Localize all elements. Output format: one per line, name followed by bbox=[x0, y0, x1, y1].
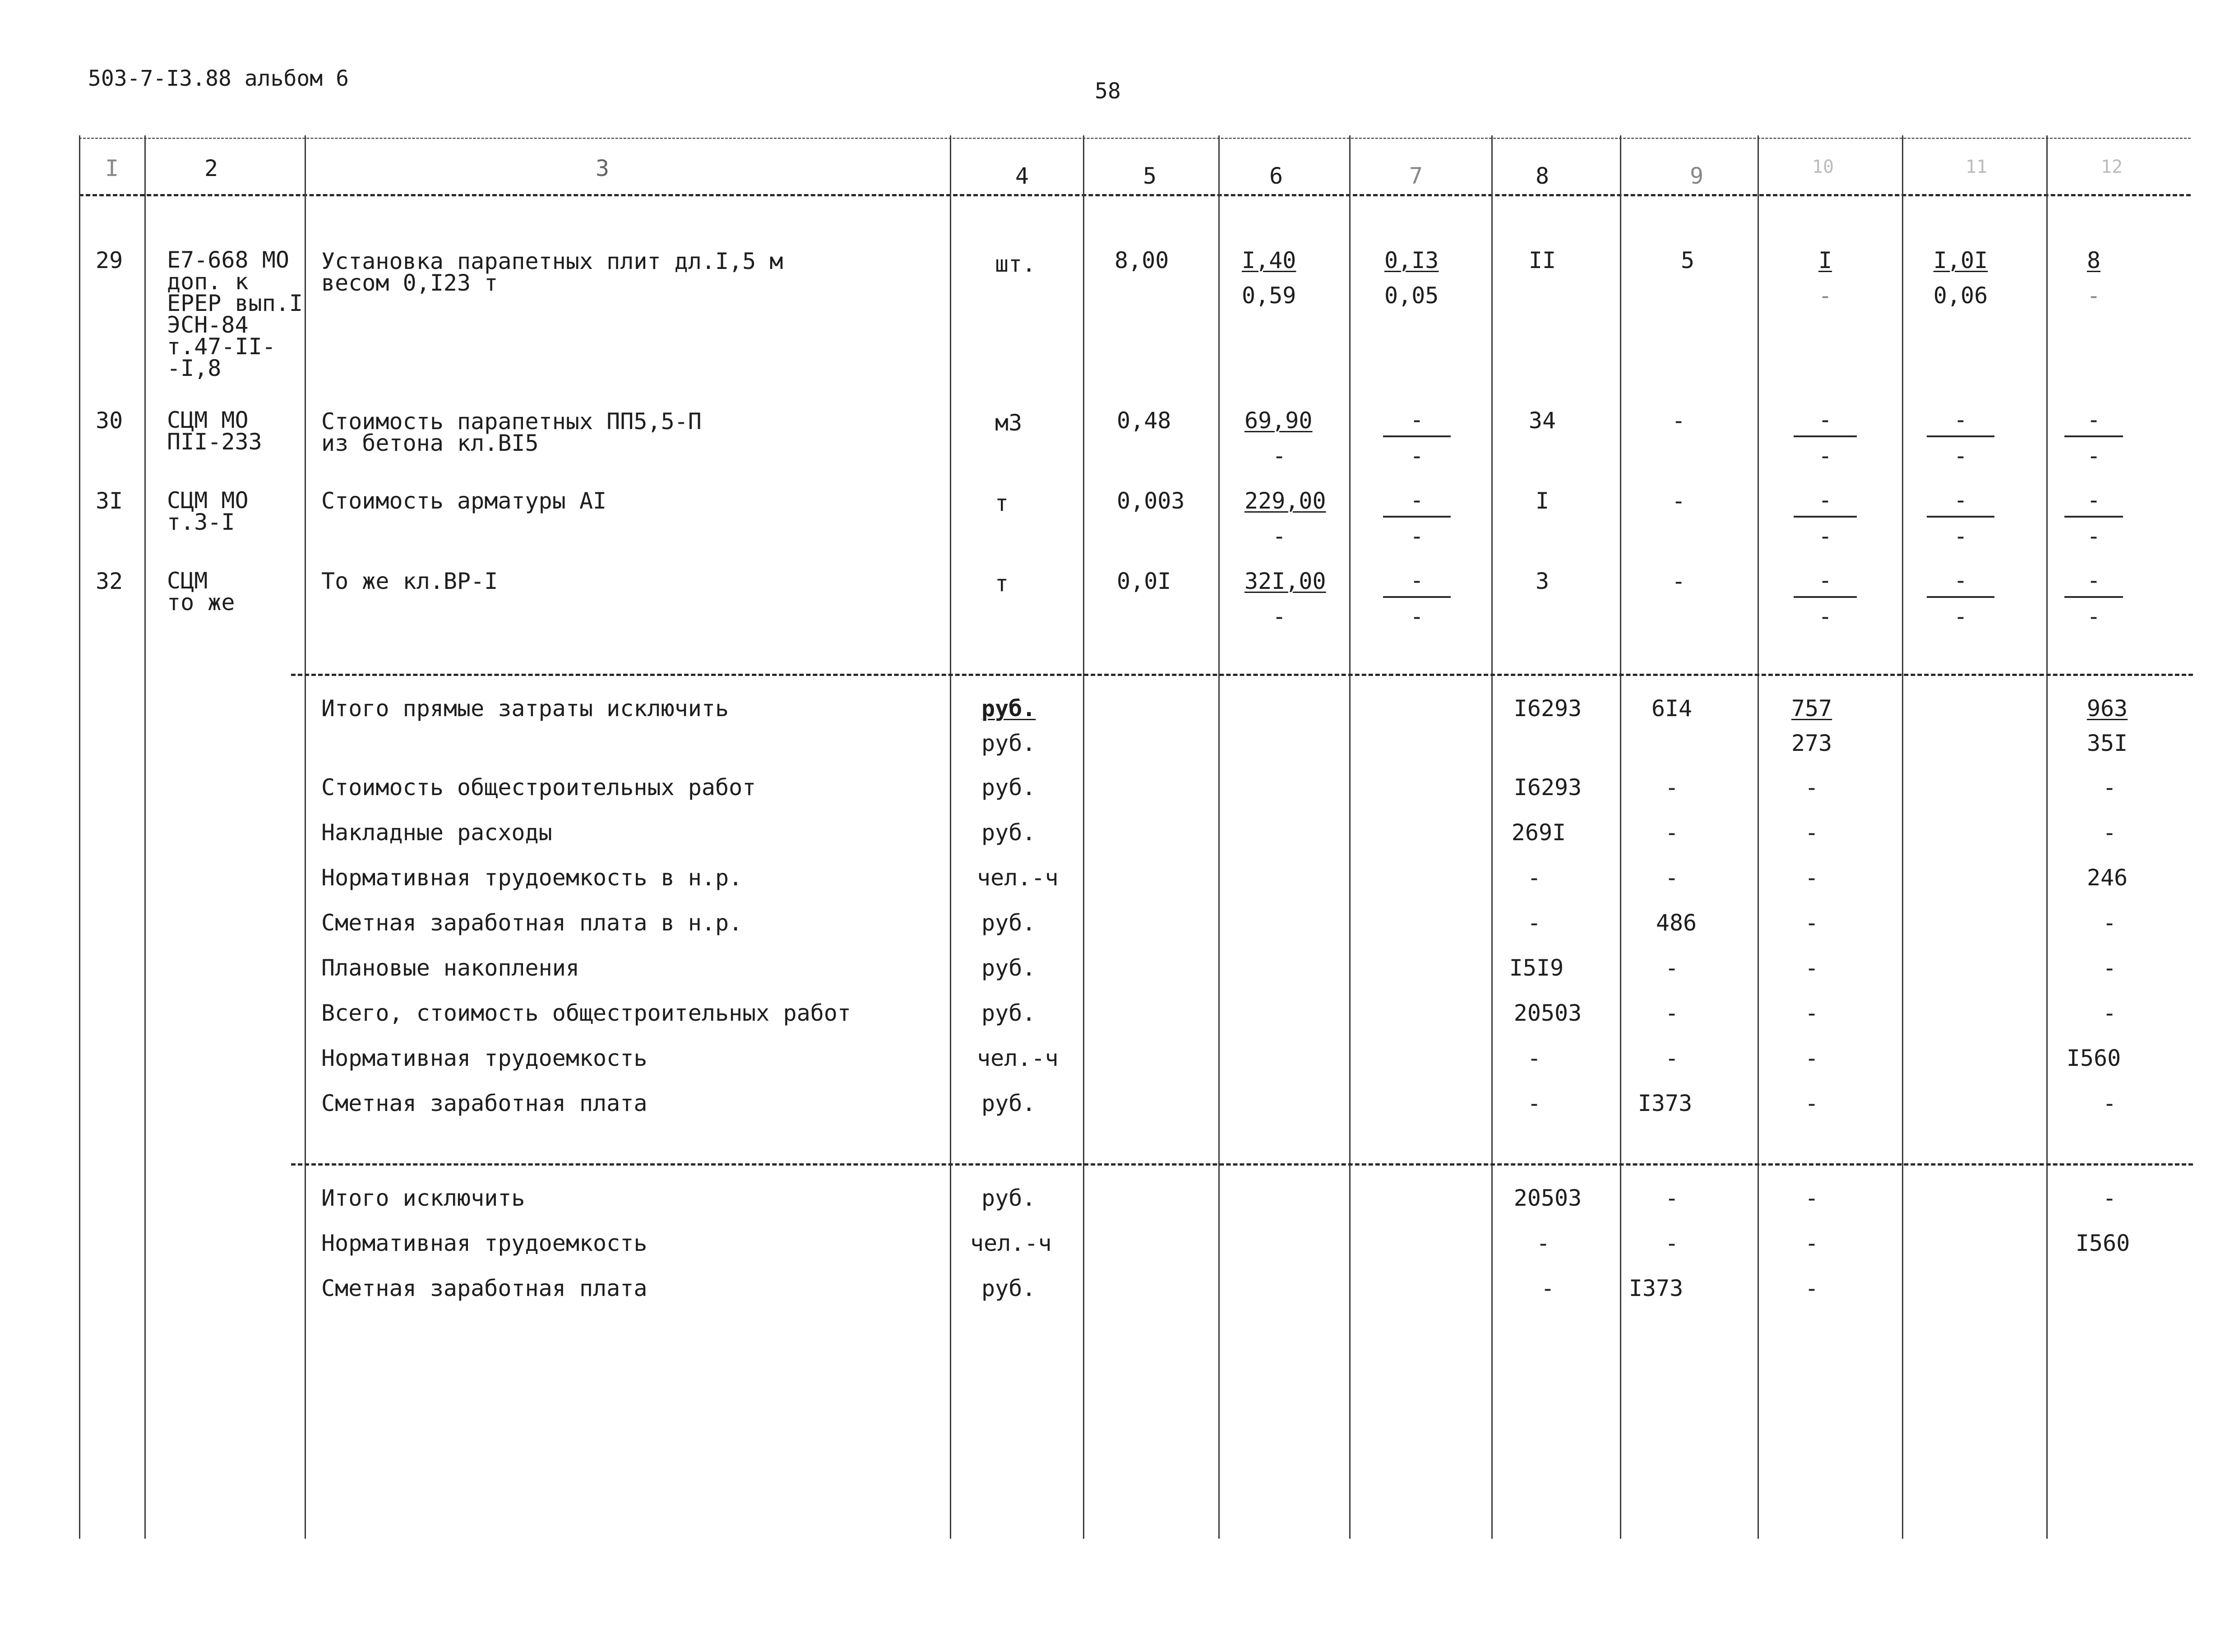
col-border bbox=[144, 135, 146, 1539]
summary-c10: - bbox=[1804, 955, 1819, 981]
summary-label: Нормативная трудоемкость bbox=[321, 1230, 648, 1256]
col12-value: 8 bbox=[2086, 247, 2101, 273]
summary-label: Нормативная трудоемкость bbox=[321, 1045, 648, 1071]
column-header: 2 bbox=[204, 155, 218, 181]
summary-c10: 273 bbox=[1791, 730, 1832, 756]
summary-c12: 246 bbox=[2086, 865, 2128, 891]
machine-wages: - bbox=[1410, 523, 1424, 549]
summary-c12: I560 bbox=[2075, 1230, 2130, 1256]
col11-value: - bbox=[1953, 567, 1968, 593]
summary-c10: - bbox=[1804, 1045, 1819, 1071]
col11-value: - bbox=[1953, 443, 1968, 469]
summary-c12: - bbox=[2102, 1185, 2117, 1211]
unit-cost: 69,90 bbox=[1244, 407, 1313, 434]
summary-c12: I560 bbox=[2066, 1045, 2121, 1071]
summary-c8: 20503 bbox=[1513, 1000, 1582, 1026]
summary-unit: руб. bbox=[981, 819, 1036, 846]
machine-cost: - bbox=[1410, 407, 1424, 433]
fraction-bar bbox=[1383, 435, 1451, 437]
quantity: 0,48 bbox=[1117, 407, 1171, 434]
machine-wages: 0,05 bbox=[1384, 282, 1439, 309]
col11-value: - bbox=[1953, 487, 1968, 513]
unit-cost: 229,00 bbox=[1244, 488, 1326, 514]
fraction-bar bbox=[1927, 516, 1994, 518]
col11-value: 0,06 bbox=[1933, 282, 1988, 309]
column-header: 7 bbox=[1409, 163, 1423, 189]
col11-value: - bbox=[1953, 407, 1968, 433]
summary-c8: - bbox=[1536, 1230, 1550, 1256]
summary-c10: 757 bbox=[1791, 695, 1832, 722]
quantity: 0,0I bbox=[1117, 568, 1171, 594]
fraction-bar bbox=[1794, 516, 1857, 518]
summary-label: Итого исключить bbox=[321, 1185, 525, 1211]
summary-c8: - bbox=[1527, 1045, 1541, 1071]
fraction-bar bbox=[2064, 516, 2123, 518]
row-number: 30 bbox=[96, 407, 123, 434]
summary-c12: 35I bbox=[2086, 730, 2128, 756]
col12-value: - bbox=[2086, 487, 2101, 513]
summary-label: Плановые накопления bbox=[321, 955, 579, 981]
total-cost: 3 bbox=[1535, 568, 1550, 594]
col10-value: - bbox=[1818, 603, 1832, 629]
column-header: 10 bbox=[1812, 157, 1834, 177]
summary-c9: - bbox=[1665, 1000, 1679, 1026]
unit: шт. bbox=[995, 251, 1036, 277]
summary-c9: I373 bbox=[1638, 1090, 1693, 1116]
row-number: 32 bbox=[96, 568, 123, 594]
total-wages: - bbox=[1671, 488, 1686, 514]
norm-code: Е7-668 МО доп. к ЕРЕР вып.I ЭСН-84 т.47-II- -I,8 bbox=[167, 247, 303, 381]
summary-c12: - bbox=[2102, 955, 2117, 981]
machine-wages: - bbox=[1410, 603, 1424, 629]
summary-c8: 269I bbox=[1511, 819, 1566, 846]
summary-unit: руб. bbox=[981, 730, 1036, 756]
unit-cost: 32I,00 bbox=[1244, 568, 1326, 594]
col10-value: I bbox=[1818, 247, 1832, 273]
section-separator bbox=[291, 674, 2193, 676]
col10-value: - bbox=[1818, 487, 1832, 513]
total-wages: - bbox=[1671, 568, 1686, 594]
col10-value: - bbox=[1818, 407, 1832, 433]
summary-label: Сметная заработная плата bbox=[321, 1090, 648, 1116]
summary-unit: руб. bbox=[981, 695, 1036, 722]
column-header: 5 bbox=[1143, 163, 1157, 189]
row-number: 3I bbox=[96, 488, 123, 514]
header-bottom-rule bbox=[79, 194, 2191, 196]
column-header: 4 bbox=[1015, 163, 1029, 189]
col12-value: - bbox=[2086, 603, 2101, 629]
col-border bbox=[79, 135, 80, 1539]
summary-label: Всего, стоимость общестроительных работ bbox=[321, 1000, 851, 1026]
unit-cost-wages: 0,59 bbox=[1242, 282, 1296, 309]
summary-c8: - bbox=[1527, 1090, 1541, 1116]
norm-code: СЦМ МО ПII-233 bbox=[167, 407, 262, 455]
total-wages: 5 bbox=[1680, 247, 1695, 273]
summary-c9: - bbox=[1665, 865, 1679, 891]
col-border bbox=[950, 135, 951, 1539]
summary-c12: - bbox=[2102, 1000, 2117, 1026]
fraction-bar bbox=[2064, 435, 2123, 437]
col11-value: - bbox=[1953, 603, 1968, 629]
total-cost: 34 bbox=[1528, 407, 1556, 434]
summary-label: Итого прямые затраты исключить bbox=[321, 695, 729, 722]
summary-unit: чел.-ч bbox=[970, 1230, 1052, 1256]
summary-c8: 20503 bbox=[1513, 1185, 1582, 1211]
summary-c9: - bbox=[1665, 1230, 1679, 1256]
summary-c8: I6293 bbox=[1513, 695, 1582, 722]
col10-value: - bbox=[1818, 443, 1832, 469]
unit-cost-wages: - bbox=[1272, 443, 1286, 469]
col11-value: - bbox=[1953, 523, 1968, 549]
fraction-bar bbox=[1927, 596, 1994, 598]
summary-c9: - bbox=[1665, 1185, 1679, 1211]
col-border bbox=[1349, 135, 1351, 1539]
column-header: 9 bbox=[1689, 163, 1704, 189]
column-header: I bbox=[105, 155, 119, 181]
machine-cost: - bbox=[1410, 487, 1424, 513]
row-number: 29 bbox=[96, 247, 123, 273]
unit-cost: I,40 bbox=[1242, 247, 1296, 273]
summary-c8: - bbox=[1540, 1275, 1555, 1301]
summary-c9: - bbox=[1665, 819, 1679, 846]
col-border bbox=[2046, 135, 2048, 1539]
col12-value: - bbox=[2086, 407, 2101, 433]
summary-unit: руб. bbox=[981, 955, 1036, 981]
summary-c9: 486 bbox=[1656, 910, 1697, 936]
fraction-bar bbox=[2064, 596, 2123, 598]
norm-code: СЦМ МО т.3-I bbox=[167, 487, 249, 535]
quantity: 8,00 bbox=[1115, 247, 1169, 273]
column-header: 6 bbox=[1269, 163, 1283, 189]
unit-cost-wages: - bbox=[1272, 603, 1286, 629]
summary-label: Нормативная трудоемкость в н.р. bbox=[321, 865, 743, 891]
summary-unit: чел.-ч bbox=[977, 1045, 1059, 1071]
summary-unit: руб. bbox=[981, 1000, 1036, 1026]
col-border bbox=[1758, 135, 1759, 1539]
summary-c8: I6293 bbox=[1513, 774, 1582, 801]
section-separator bbox=[291, 1163, 2193, 1166]
norm-code: СЦМ то же bbox=[167, 568, 235, 615]
summary-c10: - bbox=[1804, 1000, 1819, 1026]
summary-c9: - bbox=[1665, 955, 1679, 981]
column-header: 3 bbox=[595, 155, 610, 181]
summary-label: Сметная заработная плата в н.р. bbox=[321, 910, 743, 936]
total-wages: - bbox=[1671, 407, 1686, 434]
summary-c10: - bbox=[1804, 910, 1819, 936]
summary-c10: - bbox=[1804, 819, 1819, 846]
unit: т bbox=[995, 570, 1009, 597]
column-header: 8 bbox=[1535, 163, 1550, 189]
summary-c10: - bbox=[1804, 1275, 1819, 1301]
unit: м3 bbox=[995, 410, 1022, 436]
col-border bbox=[1620, 135, 1621, 1539]
summary-unit: руб. bbox=[981, 1090, 1036, 1116]
col10-value: - bbox=[1818, 282, 1832, 309]
fraction-bar bbox=[1383, 596, 1451, 598]
col12-value: - bbox=[2086, 523, 2101, 549]
col-border bbox=[305, 135, 306, 1539]
unit-cost-wages: - bbox=[1272, 523, 1286, 549]
fraction-bar bbox=[1383, 516, 1451, 518]
summary-c10: - bbox=[1804, 1090, 1819, 1116]
document-code: 503-7-I3.88 альбом 6 bbox=[88, 66, 349, 91]
column-header: 11 bbox=[1965, 157, 1988, 177]
summary-c12: - bbox=[2102, 910, 2117, 936]
work-name: Стоимость арматуры AI bbox=[321, 488, 607, 514]
col-border bbox=[1218, 135, 1220, 1539]
summary-c9: I373 bbox=[1628, 1275, 1684, 1301]
summary-unit: руб. bbox=[981, 774, 1036, 801]
quantity: 0,003 bbox=[1117, 488, 1185, 514]
unit: т bbox=[995, 490, 1009, 516]
col12-value: - bbox=[2086, 282, 2101, 309]
summary-c12: 963 bbox=[2086, 695, 2128, 722]
col12-value: - bbox=[2086, 443, 2101, 469]
summary-c9: - bbox=[1665, 1045, 1679, 1071]
table-top-rule bbox=[79, 138, 2191, 139]
summary-label: Стоимость общестроительных работ bbox=[321, 774, 756, 801]
summary-c9: - bbox=[1665, 774, 1679, 801]
summary-unit: руб. bbox=[981, 1185, 1036, 1211]
fraction-bar bbox=[1927, 435, 1994, 437]
work-name: Стоимость парапетных ПП5,5-П из бетона кл.BI5 bbox=[321, 408, 702, 456]
summary-unit: руб. bbox=[981, 1275, 1036, 1301]
col10-value: - bbox=[1818, 567, 1832, 593]
col12-value: - bbox=[2086, 567, 2101, 593]
summary-c10: - bbox=[1804, 865, 1819, 891]
summary-c8: I5I9 bbox=[1509, 955, 1564, 981]
fraction-bar bbox=[1794, 596, 1857, 598]
col-border bbox=[1083, 135, 1084, 1539]
machine-cost: 0,I3 bbox=[1384, 247, 1439, 273]
summary-unit: чел.-ч bbox=[977, 865, 1059, 891]
machine-wages: - bbox=[1410, 443, 1424, 469]
summary-c12: - bbox=[2102, 1090, 2117, 1116]
total-cost: II bbox=[1528, 247, 1556, 273]
column-header: 12 bbox=[2100, 157, 2123, 177]
machine-cost: - bbox=[1410, 567, 1424, 593]
summary-unit: руб. bbox=[981, 910, 1036, 936]
summary-label: Накладные расходы bbox=[321, 819, 552, 846]
page-number: 58 bbox=[1095, 79, 1121, 104]
fraction-bar bbox=[1794, 435, 1857, 437]
summary-c10: - bbox=[1804, 1230, 1819, 1256]
col-border bbox=[1902, 135, 1903, 1539]
col-border bbox=[1491, 135, 1493, 1539]
summary-c8: - bbox=[1527, 865, 1541, 891]
col11-value: I,0I bbox=[1933, 247, 1988, 273]
work-name: Установка парапетных плит дл.I,5 м весом 0,I23 т bbox=[321, 248, 783, 296]
col10-value: - bbox=[1818, 523, 1832, 549]
summary-c10: - bbox=[1804, 1185, 1819, 1211]
summary-c12: - bbox=[2102, 774, 2117, 801]
summary-c12: - bbox=[2102, 819, 2117, 846]
summary-c8: - bbox=[1527, 910, 1541, 936]
summary-c10: - bbox=[1804, 774, 1819, 801]
work-name: То же кл.BP-I bbox=[321, 568, 498, 594]
summary-c9: 6I4 bbox=[1651, 695, 1693, 722]
total-cost: I bbox=[1535, 488, 1550, 514]
summary-label: Сметная заработная плата bbox=[321, 1275, 648, 1301]
